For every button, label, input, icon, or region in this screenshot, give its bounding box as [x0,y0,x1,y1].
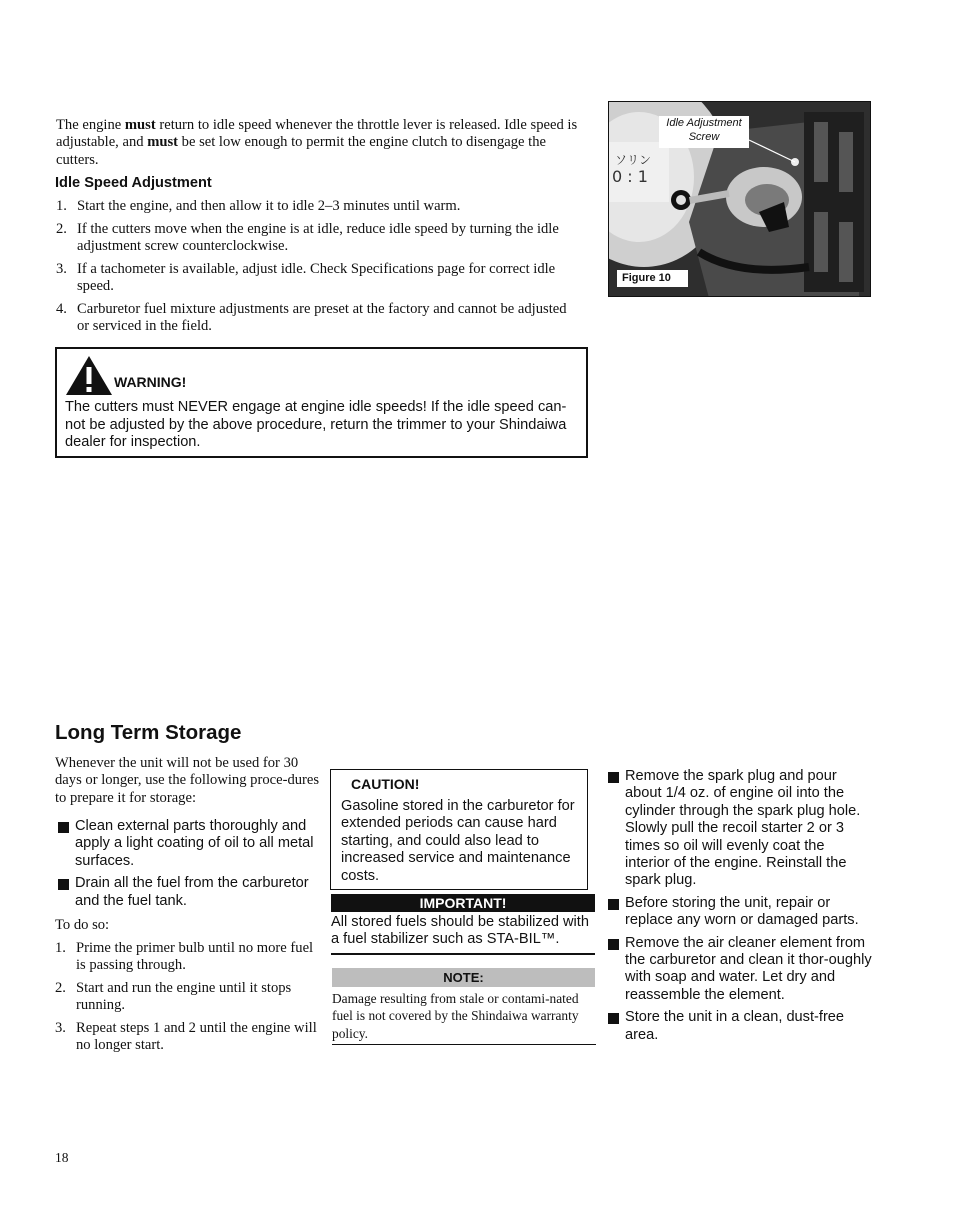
step-number: 1. [56,198,67,214]
note-title: NOTE: [332,968,595,987]
warning-box [55,347,588,458]
important-text: All stored fuels should be stabilized with a fuel stabilizer such as STA-BIL™. [331,914,589,948]
list-item [55,875,323,910]
bullet-text: Remove the spark plug and pour about 1/4 oz. of engine oil into the cylinder through the spark plug hole. Slowly pull the recoil starter 2 or 3 times so oil will evenly coat the interior of the engine. Reinstall the spark plug. [625,768,861,889]
list-item [605,768,873,890]
caution-box [330,769,588,890]
step-number: 2. [56,220,67,237]
list-item [605,895,873,930]
list-item [605,935,873,1005]
storage-bullets [55,818,323,915]
list-item [56,198,582,216]
figure-callout [659,116,749,148]
warning-triangle-icon [65,355,113,396]
step-text: If the cutters move when the engine is at idle, reduce idle speed by turning the idle adjustment screw counterclockwise. [77,220,559,254]
warning-title: WARNING! [114,374,187,390]
section-title: Long Term Storage [55,721,242,744]
divider [332,1044,596,1045]
page-number: 18 [55,1150,69,1165]
step-text: If a tachometer is available, adjust idle. Check Specifications page for correct idle speed. [77,260,556,294]
square-bullet-icon [58,879,69,890]
list-item [55,818,323,870]
caution-title: CAUTION! [351,776,420,792]
svg-text:ソリン: ソリン [615,153,652,167]
list-item [56,301,582,336]
storage-bullets-right [605,768,873,1049]
bullet-text: Before storing the unit, repair or replace any worn or damaged parts. [625,894,859,929]
idle-adjustment-steps [56,198,582,341]
callout-line-2: Screw [688,131,720,143]
idle-adjustment-heading: Idle Speed Adjustment [55,175,212,191]
square-bullet-icon [608,1013,619,1024]
square-bullet-icon [608,899,619,910]
important-title: IMPORTANT! [331,894,595,912]
step-text: Start and run the engine until it stops running. [76,979,292,1014]
square-bullet-icon [608,772,619,783]
list-item [55,940,323,975]
step-text: Repeat steps 1 and 2 until the engine will no longer start. [76,1019,317,1054]
square-bullet-icon [58,822,69,833]
todo-label: To do so: [55,917,110,933]
list-item [56,261,582,296]
step-number: 2. [55,979,66,996]
square-bullet-icon [608,939,619,950]
warning-text: The cutters must NEVER engage at engine idle speeds! If the idle speed can-not be adjusted by the above procedure, return the trimmer to your Shindaiwa dealer for inspection. [65,399,567,450]
bullet-text: Drain all the fuel from the carburetor and the fuel tank. [75,875,309,909]
list-item [605,1009,873,1044]
step-number: 4. [56,300,67,317]
storage-intro: Whenever the unit will not be used for 30 days or longer, use the following proce-dures to prepare it for storage: [55,755,320,806]
storage-steps [55,940,323,1059]
intro-emphasis-1: must [124,117,156,133]
list-item [55,980,323,1015]
list-item [55,1020,323,1055]
figure-label: Figure 10 [617,270,688,287]
step-number: 3. [56,260,67,277]
intro-text-2: return to idle speed whenever the throttle lever is released. Idle speed is adjustable, and [56,117,578,151]
bullet-text: Clean external parts thoroughly and apply a light coating of oil to all metal surfaces. [75,818,314,869]
caution-text: Gasoline stored in the carburetor for extended periods can cause hard starting, and could also lead to increased service and maintenance costs. [341,798,575,884]
bullet-text: Store the unit in a clean, dust-free area. [625,1009,845,1043]
svg-text:0 : 1: 0 : 1 [612,167,648,186]
step-text: Carburetor fuel mixture adjustments are preset at the factory and cannot be adjusted or serviced in the field. [77,300,567,334]
intro-paragraph [56,117,584,169]
step-text: Prime the primer bulb until no more fuel is passing through. [76,940,314,974]
bullet-text: Remove the air cleaner element from the carburetor and clean it thor-oughly with soap and water. Let dry and reassemble the element. [625,934,872,1003]
divider [331,953,595,955]
figure-10-photo [608,101,871,297]
intro-emphasis-2: must [147,134,178,151]
intro-text-3: be set low enough to permit the engine clutch to disengage the cutters. [56,134,546,168]
callout-line-1: Idle Adjustment [666,117,742,129]
step-text: Start the engine, and then allow it to idle 2–3 minutes until warm. [77,198,461,214]
step-number: 3. [55,1019,66,1036]
intro-text-1: The engine [56,117,125,133]
step-number: 1. [55,940,66,956]
list-item [56,221,582,256]
note-text: Damage resulting from stale or contami-nated fuel is not covered by the Shindaiwa warranty policy. [332,991,579,1041]
